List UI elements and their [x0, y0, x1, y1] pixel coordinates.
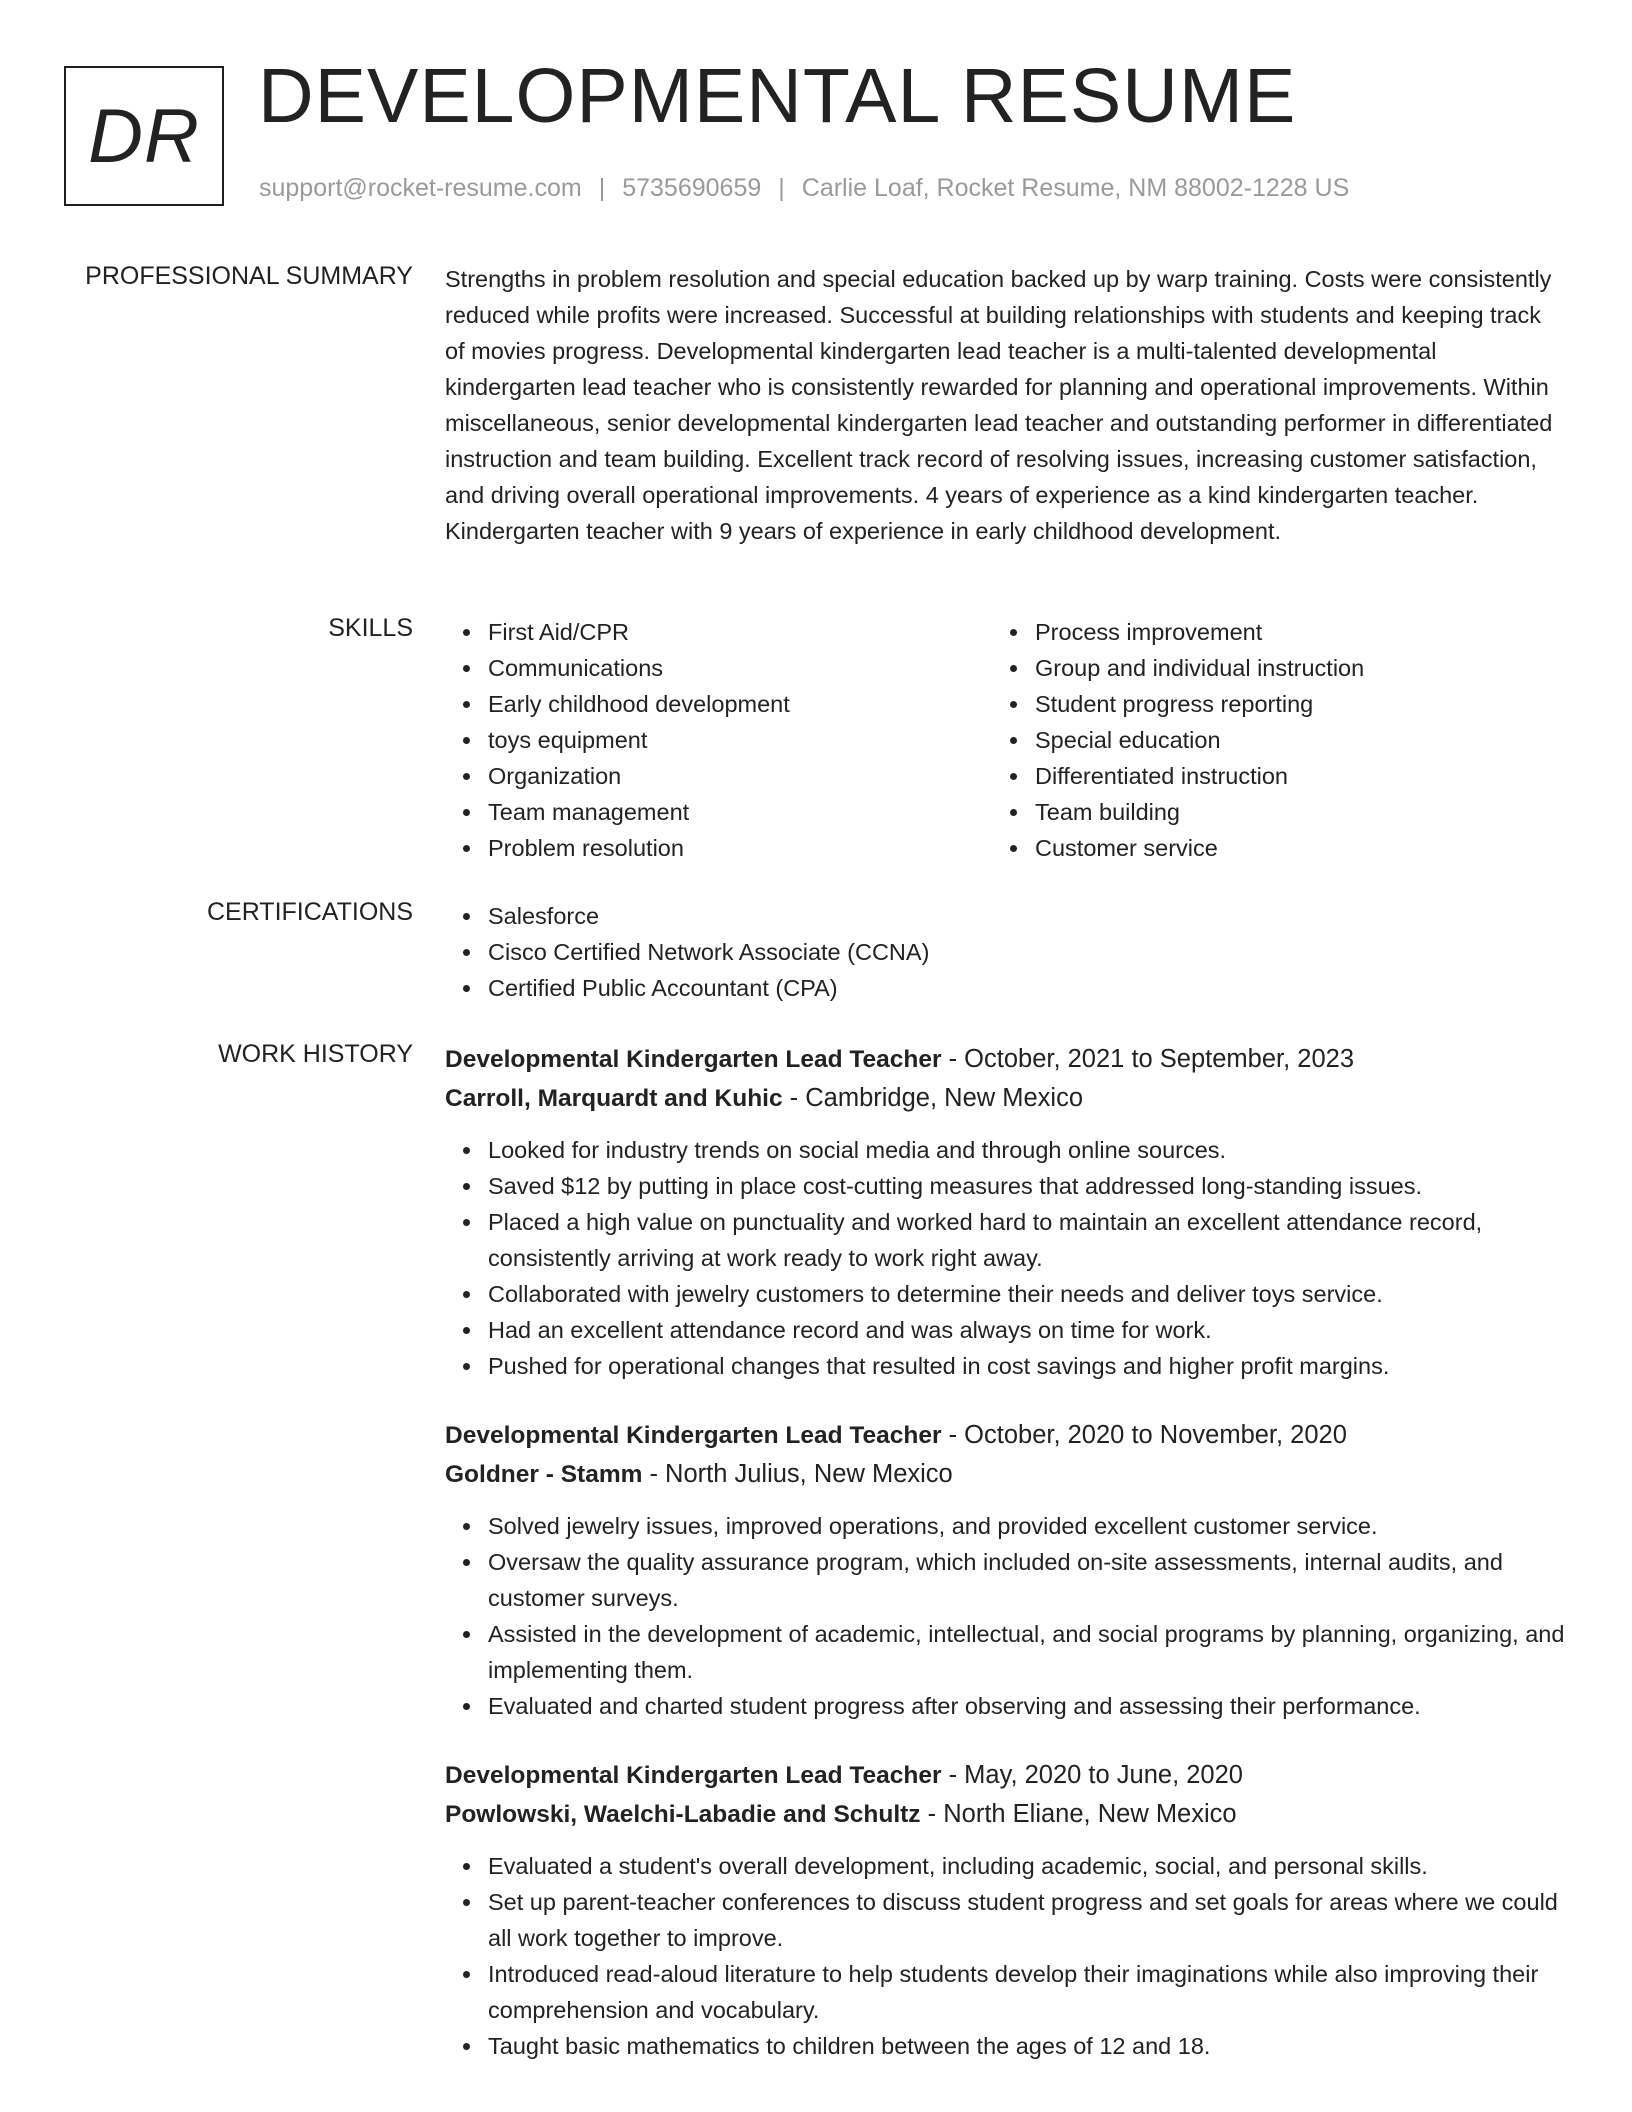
job-duty-item: Placed a high value on punctuality and worked hard to maintain an excellent attendance record, consistently arriving at work ready to work right away.	[445, 1204, 1565, 1276]
monogram-logo	[64, 66, 224, 206]
job-duties-list	[445, 1132, 1565, 1384]
job-location: - Cambridge, New Mexico	[782, 1084, 1084, 1112]
summary-content	[445, 261, 1565, 549]
skills-list-left	[445, 614, 992, 866]
skill-item: toys equipment	[445, 722, 992, 758]
skill-item: First Aid/CPR	[445, 614, 992, 650]
section-label-certifications: CERTIFICATIONS	[206, 898, 413, 926]
skill-item: Special education	[992, 722, 1539, 758]
skill-item: Team management	[445, 794, 992, 830]
job-duty-item: Introduced read-aloud literature to help students develop their imaginations while also improving their comprehension and vocabulary.	[445, 1956, 1565, 2028]
job-title: Developmental Kindergarten Lead Teacher	[445, 1422, 942, 1449]
job-company-line	[445, 1079, 1565, 1118]
skills-content	[445, 614, 1565, 866]
contact-address: Carlie Loaf, Rocket Resume, NM 88002-1228 US	[801, 174, 1350, 202]
job-duty-item: Evaluated a student's overall development, including academic, social, and personal skills.	[445, 1848, 1565, 1884]
job-duty-item: Collaborated with jewelry customers to determine their needs and deliver toys service.	[445, 1276, 1565, 1312]
skill-item: Team building	[992, 794, 1539, 830]
contact-separator: |	[598, 174, 606, 202]
job-duty-item: Had an excellent attendance record and was always on time for work.	[445, 1312, 1565, 1348]
job-title: Developmental Kindergarten Lead Teacher	[445, 1762, 942, 1789]
job-title-line	[445, 1756, 1565, 1795]
job-duty-item: Assisted in the development of academic, intellectual, and social programs by planning, organizing, and implementing them.	[445, 1616, 1565, 1688]
certifications-content	[445, 898, 1565, 1006]
certifications-list	[445, 898, 1565, 1006]
skill-item: Group and individual instruction	[992, 650, 1539, 686]
skill-item: Customer service	[992, 830, 1539, 866]
job-title-line	[445, 1416, 1565, 1455]
job-company: Carroll, Marquardt and Kuhic	[445, 1085, 783, 1112]
job-duty-item: Set up parent-teacher conferences to discuss student progress and set goals for areas where we could all work together to improve.	[445, 1884, 1565, 1956]
job-company-line	[445, 1455, 1565, 1494]
resume-title: DEVELOPMENTAL RESUME	[258, 53, 1297, 139]
job-dates: - October, 2020 to November, 2020	[941, 1421, 1347, 1449]
job-entry	[445, 1416, 1565, 1724]
job-duty-item: Taught basic mathematics to children between the ages of 12 and 18.	[445, 2028, 1565, 2064]
skill-item: Student progress reporting	[992, 686, 1539, 722]
certification-item: Certified Public Accountant (CPA)	[445, 970, 1565, 1006]
job-title: Developmental Kindergarten Lead Teacher	[445, 1046, 942, 1073]
skill-item: Early childhood development	[445, 686, 992, 722]
work-history-content	[445, 1040, 1565, 2064]
section-label-work-history: WORK HISTORY	[218, 1040, 413, 1068]
skill-item: Problem resolution	[445, 830, 992, 866]
job-duty-item: Evaluated and charted student progress after observing and assessing their performance.	[445, 1688, 1565, 1724]
certification-item: Cisco Certified Network Associate (CCNA)	[445, 934, 1565, 970]
skills-list-right	[992, 614, 1539, 866]
job-duty-item: Pushed for operational changes that resulted in cost savings and higher profit margins.	[445, 1348, 1565, 1384]
skill-item: Organization	[445, 758, 992, 794]
skill-item: Differentiated instruction	[992, 758, 1539, 794]
contact-phone[interactable]: 5735690659	[622, 174, 762, 202]
job-location: - North Julius, New Mexico	[642, 1460, 953, 1488]
job-entry	[445, 1756, 1565, 2064]
job-title-line	[445, 1040, 1565, 1079]
contact-email[interactable]: support@rocket-resume.com	[259, 174, 582, 202]
monogram-text: DR	[88, 93, 200, 179]
job-duties-list	[445, 1508, 1565, 1724]
job-entry	[445, 1040, 1565, 1384]
job-dates: - October, 2021 to September, 2023	[941, 1045, 1355, 1073]
job-duty-item: Solved jewelry issues, improved operations, and provided excellent customer service.	[445, 1508, 1565, 1544]
job-company-line	[445, 1795, 1565, 1834]
certification-item: Salesforce	[445, 898, 1565, 934]
job-duties-list	[445, 1848, 1565, 2064]
job-duty-item: Looked for industry trends on social media and through online sources.	[445, 1132, 1565, 1168]
job-location: - North Eliane, New Mexico	[920, 1800, 1237, 1828]
section-label-summary: PROFESSIONAL SUMMARY	[85, 262, 413, 290]
job-dates: - May, 2020 to June, 2020	[941, 1761, 1243, 1789]
job-company: Goldner - Stamm	[445, 1461, 643, 1488]
job-company: Powlowski, Waelchi-Labadie and Schultz	[445, 1801, 921, 1828]
contact-separator: |	[778, 174, 785, 202]
contact-line	[259, 174, 1349, 203]
skill-item: Process improvement	[992, 614, 1539, 650]
skill-item: Communications	[445, 650, 992, 686]
section-label-skills: SKILLS	[328, 614, 413, 642]
job-duty-item: Oversaw the quality assurance program, which included on-site assessments, internal audits, and customer surveys.	[445, 1544, 1565, 1616]
summary-text: Strengths in problem resolution and special education backed up by warp training. Costs were consistently reduced while profits were increased. Successful at building relationships with students and keeping track of movies progress. Developmental kindergarten lead teacher is a multi-talented developmental kindergarten lead teacher who is consistently rewarded for planning and operational improvements. Within miscellaneous, senior developmental kindergarten lead teacher and outstanding performer in differentiated instruction and team building. Excellent track record of resolving issues, increasing customer satisfaction, and driving overall operational improvements. 4 years of experience as a kind kindergarten teacher. Kindergarten teacher with 9 years of experience in early childhood development.	[445, 266, 1553, 544]
job-duty-item: Saved $12 by putting in place cost-cutting measures that addressed long-standing issues.	[445, 1168, 1565, 1204]
